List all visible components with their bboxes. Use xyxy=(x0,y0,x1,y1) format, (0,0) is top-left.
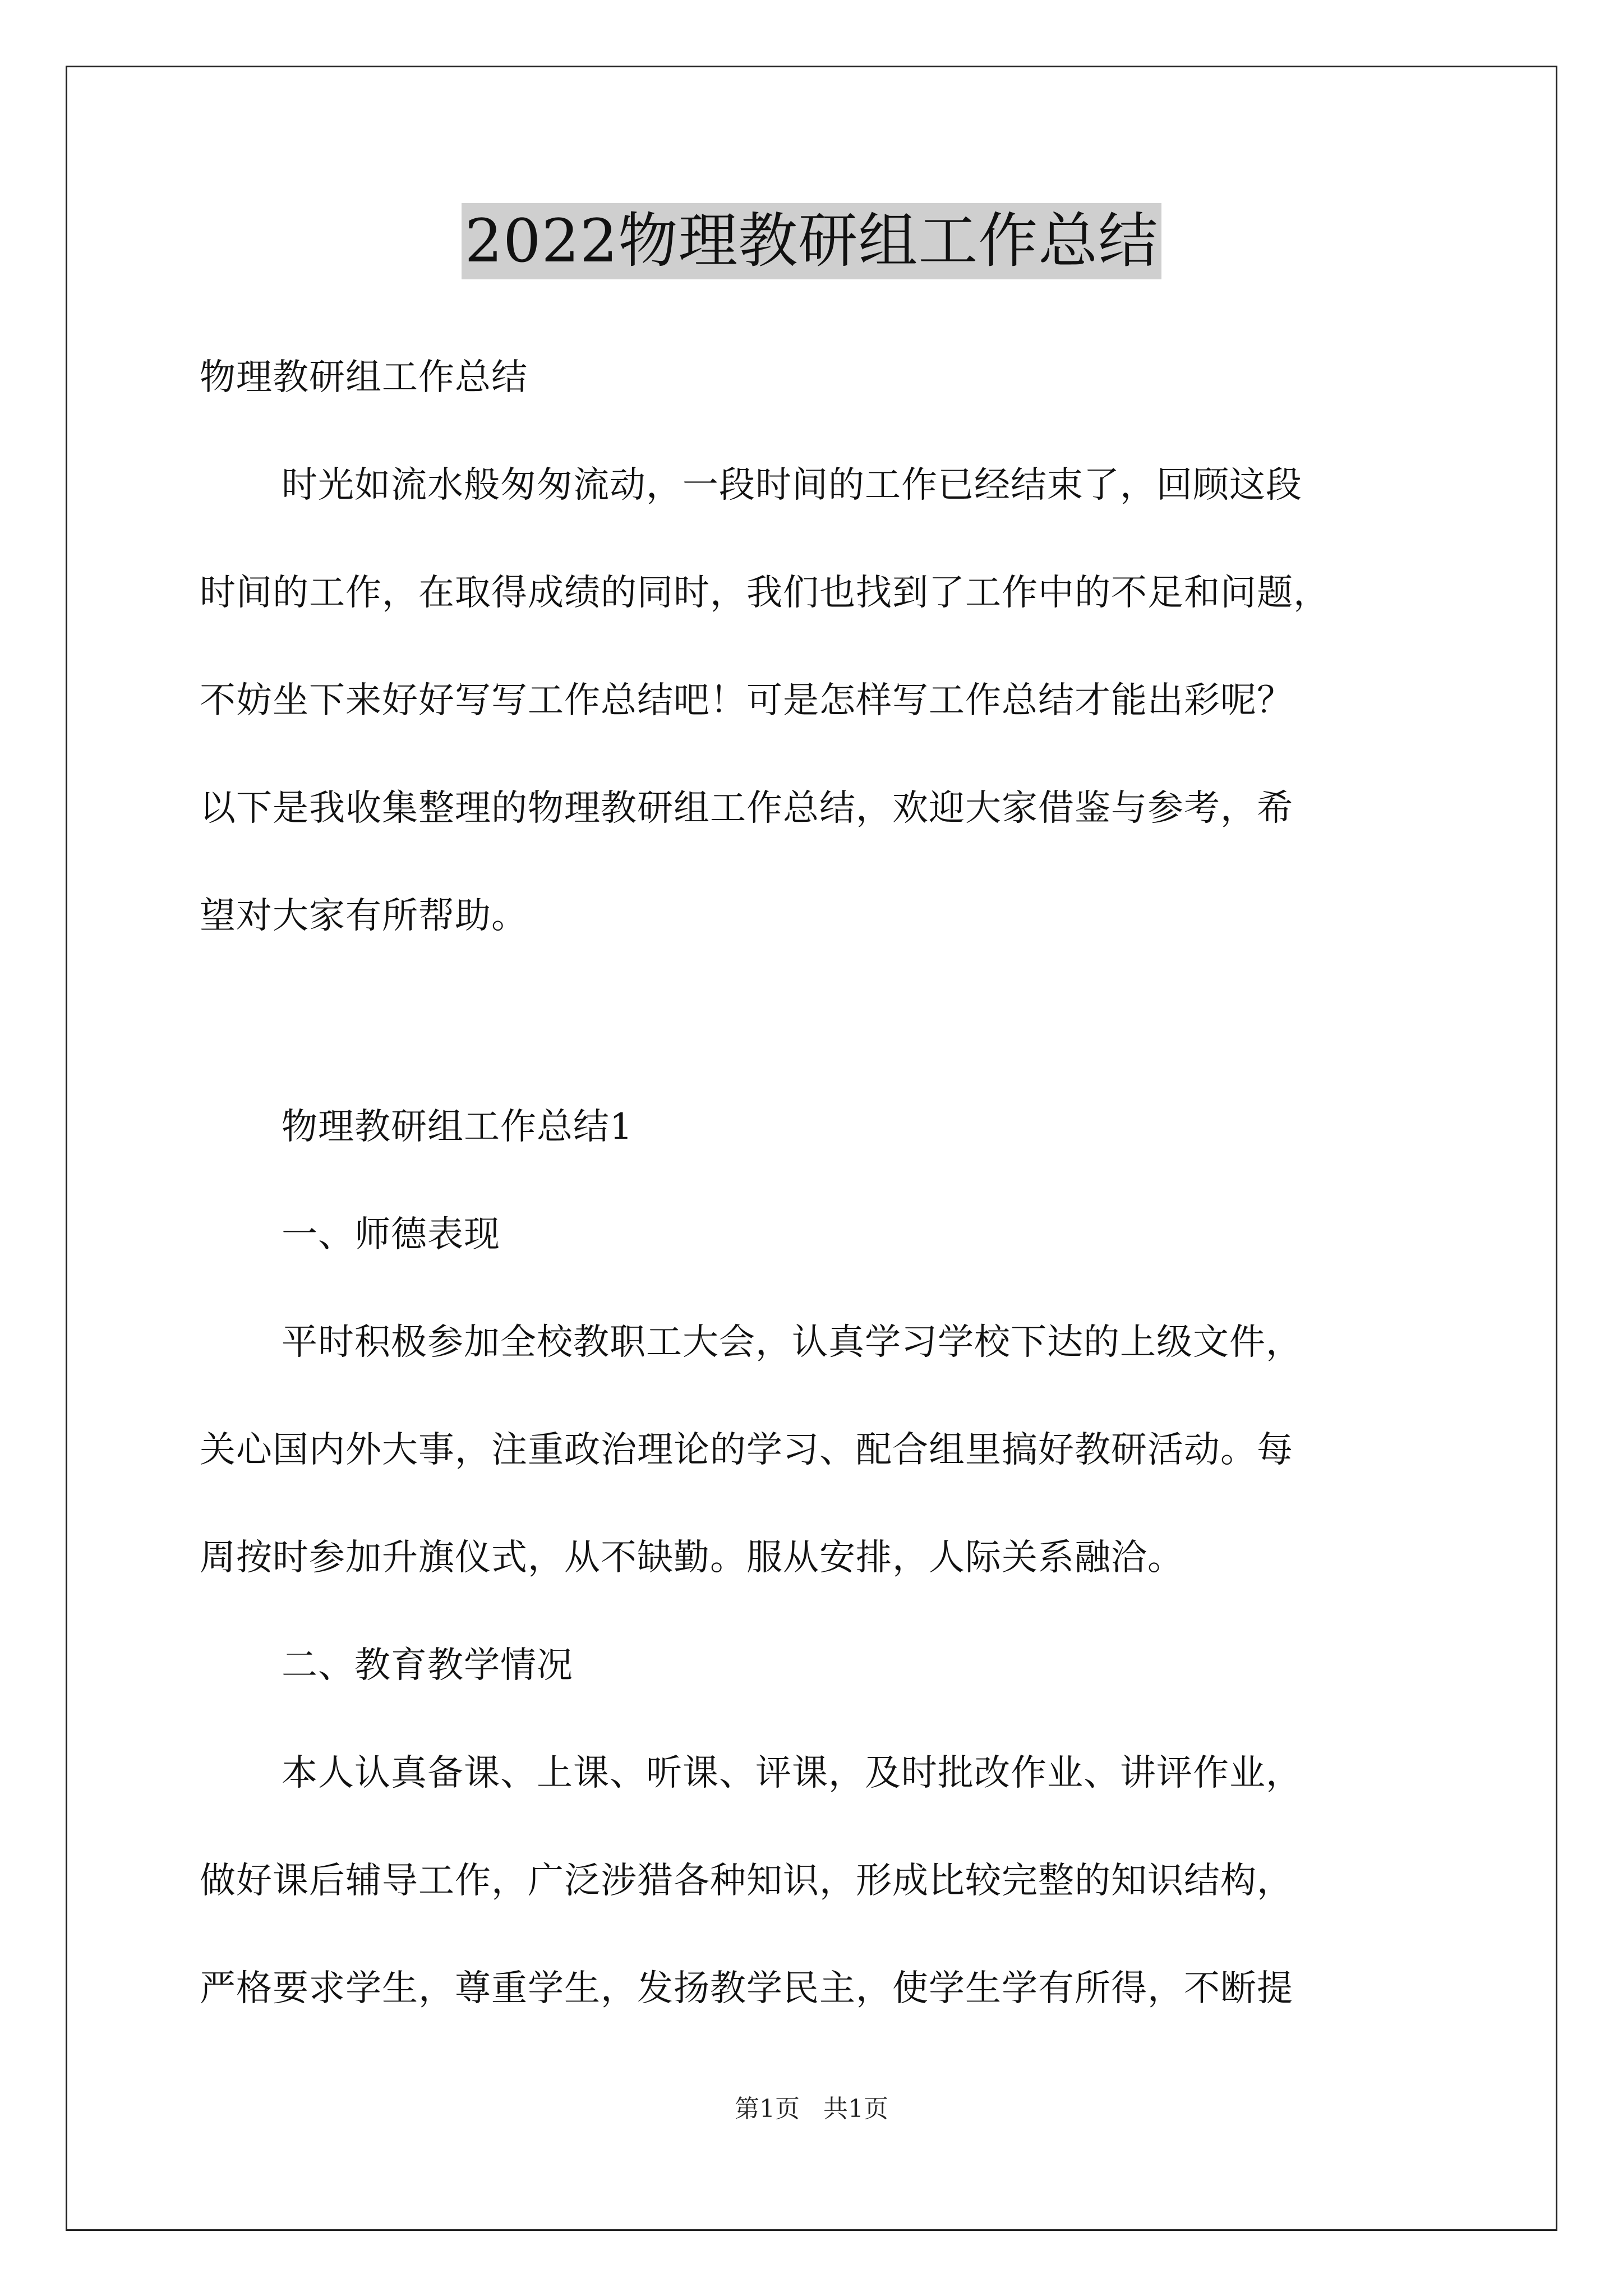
paragraph-line: 时光如流水般匆匆流动，一段时间的工作已经结束了，回顾这段 xyxy=(282,464,1302,506)
paragraph-line: 做好课后辅导工作，广泛涉猎各种知识，形成比较完整的知识结构， xyxy=(200,1860,1293,1902)
subtitle-line: 物理教研组工作总结 xyxy=(200,357,528,398)
title-container xyxy=(0,203,1623,279)
paragraph-line: 关心国内外大事，注重政治理论的学习、配合组里搞好教研活动。每 xyxy=(200,1429,1293,1471)
paragraph-line: 严格要求学生，尊重学生，发扬教学民主，使学生学有所得，不断提 xyxy=(200,1968,1293,2009)
section-heading: 物理教研组工作总结1 xyxy=(282,1106,633,1148)
paragraph-line: 时间的工作，在取得成绩的同时，我们也找到了工作中的不足和问题， xyxy=(200,572,1330,614)
document-title: 2022物理教研组工作总结 xyxy=(462,203,1162,279)
paragraph-line: 周按时参加升旗仪式，从不缺勤。服从安排，人际关系融洽。 xyxy=(200,1537,1184,1579)
page-number-footer: 第1页 共1页 xyxy=(735,2095,888,2123)
paragraph-line: 望对大家有所帮助。 xyxy=(200,895,528,937)
paragraph-line: 不妨坐下来好好写写工作总结吧！可是怎样写工作总结才能出彩呢？ xyxy=(200,680,1293,721)
section-heading: 一、师德表现 xyxy=(282,1214,500,1255)
paragraph-line: 以下是我收集整理的物理教研组工作总结，欢迎大家借鉴与参考，希 xyxy=(200,788,1293,829)
paragraph-line: 平时积极参加全校教职工大会，认真学习学校下达的上级文件， xyxy=(282,1322,1302,1363)
paragraph-line: 本人认真备课、上课、听课、评课，及时批改作业、讲评作业， xyxy=(282,1752,1302,1794)
section-heading: 二、教育教学情况 xyxy=(282,1645,573,1686)
